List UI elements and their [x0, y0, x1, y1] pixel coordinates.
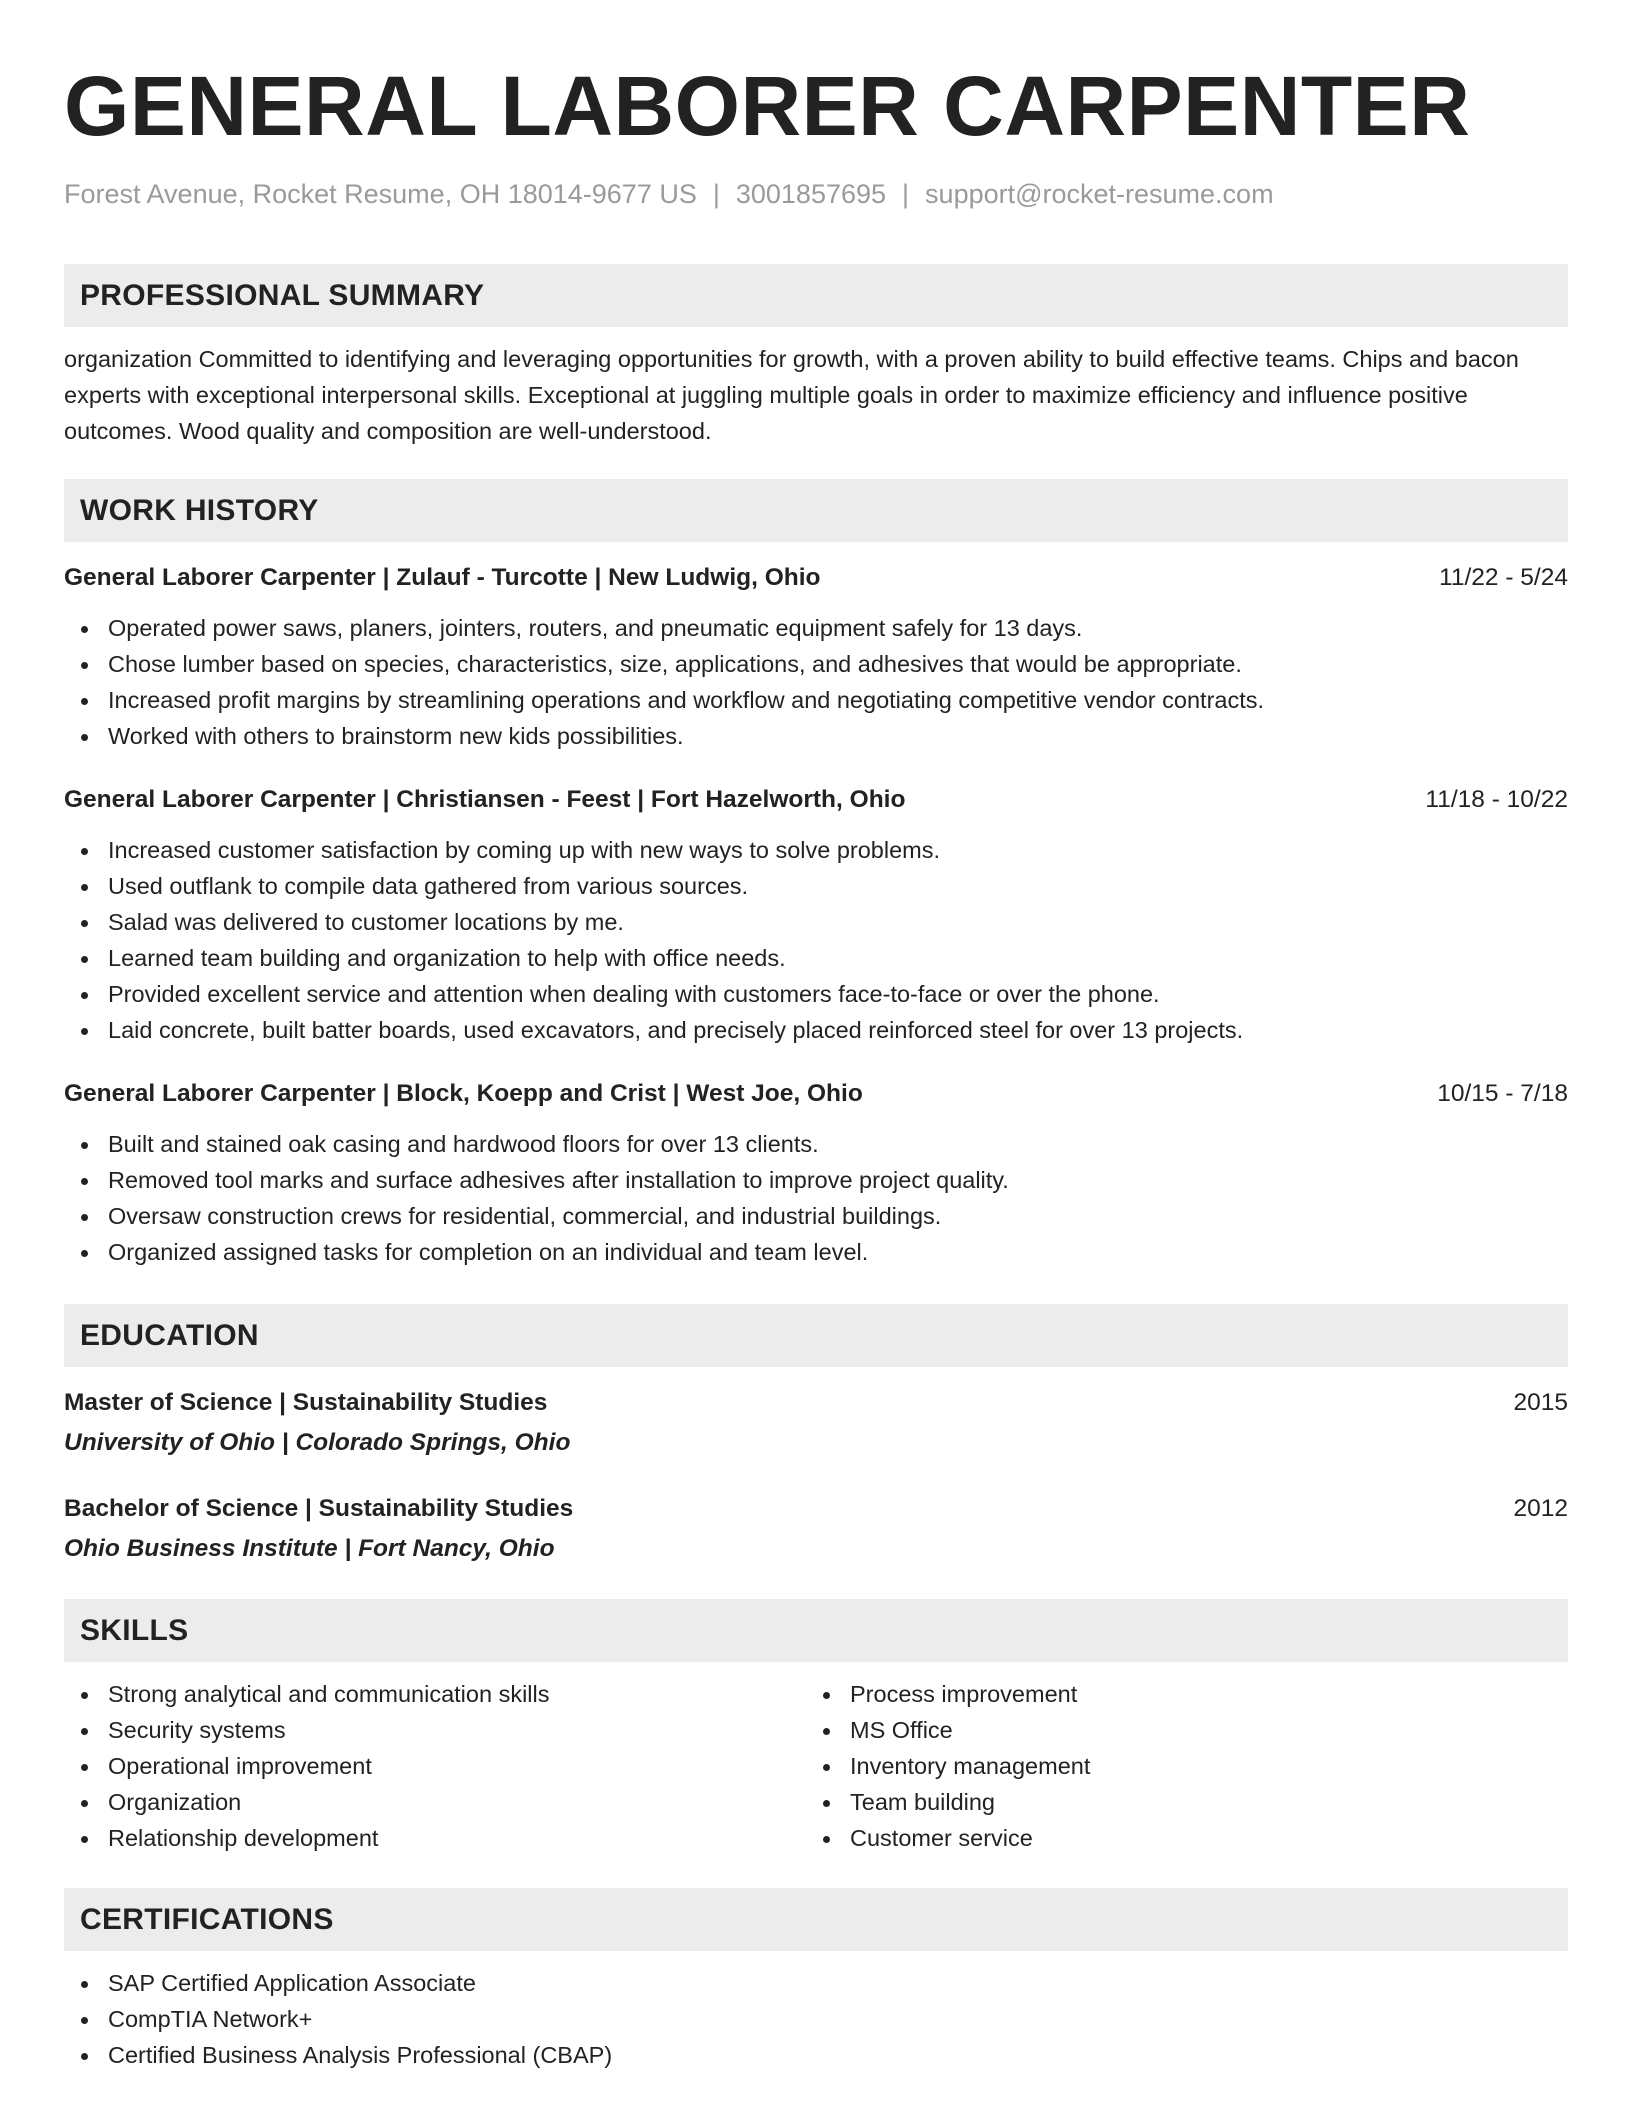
job-heading-line: [64, 782, 1568, 818]
contact-separator: |: [712, 179, 720, 209]
job-bullets: [64, 832, 1568, 1048]
list-item: Customer service: [806, 1820, 1548, 1856]
summary-text: organization Committed to identifying and leveraging opportunities for growth, with a proven ability to build effective teams. Chips and bacon experts with exceptional interpersonal skills. Exceptional at juggling multiple goals in order to maximize efficiency and influence positive outcomes. Wood quality and composition are well-understood.: [64, 346, 1519, 444]
list-item: Process improvement: [806, 1676, 1548, 1712]
contact-phone: 3001857695: [735, 179, 887, 209]
section-heading-certifications: CERTIFICATIONS: [64, 1888, 1568, 1951]
job-dates: 11/18 - 10/22: [1425, 786, 1568, 813]
job-dates: 10/15 - 7/18: [1437, 1080, 1568, 1107]
list-item: Laid concrete, built batter boards, used excavators, and precisely placed reinforced steel for over 13 projects.: [64, 1012, 1568, 1048]
list-item: Learned team building and organization to help with office needs.: [64, 940, 1568, 976]
list-item: Certified Business Analysis Professional (CBAP): [64, 2037, 1568, 2073]
education-heading-line: [64, 1491, 1568, 1527]
skills-list: [806, 1676, 1548, 1856]
contact-email: support@rocket-resume.com: [925, 179, 1274, 209]
job-entry: [64, 560, 1568, 754]
section-heading-summary: PROFESSIONAL SUMMARY: [64, 264, 1568, 327]
job-title: General Laborer Carpenter | Christiansen - Feest | Fort Hazelworth, Ohio: [64, 786, 906, 813]
candidate-name: GENERAL LABORER CARPENTER: [64, 59, 1471, 153]
list-item: Strong analytical and communication skills: [64, 1676, 806, 1712]
contact-address: Forest Avenue, Rocket Resume, OH 18014-9677 US: [64, 179, 697, 209]
contact-separator: |: [902, 179, 910, 209]
education-entry: [64, 1385, 1568, 1461]
job-bullets: [64, 1126, 1568, 1270]
list-item: MS Office: [806, 1712, 1548, 1748]
job-heading-line: [64, 560, 1568, 596]
education-degree: Bachelor of Science | Sustainability Studies: [64, 1495, 574, 1522]
list-item: Organization: [64, 1784, 806, 1820]
list-item: Worked with others to brainstorm new kids possibilities.: [64, 718, 1568, 754]
list-item: Operated power saws, planers, jointers, routers, and pneumatic equipment safely for 13 days.: [64, 610, 1568, 646]
list-item: Organized assigned tasks for completion on an individual and team level.: [64, 1234, 1568, 1270]
list-item: Operational improvement: [64, 1748, 806, 1784]
list-item: Increased profit margins by streamlining operations and workflow and negotiating competitive vendor contracts.: [64, 682, 1568, 718]
certifications-list: [64, 1965, 1568, 2073]
job-dates: 11/22 - 5/24: [1439, 564, 1568, 591]
list-item: Used outflank to compile data gathered from various sources.: [64, 868, 1568, 904]
skills-list: [64, 1676, 806, 1856]
list-item: Provided excellent service and attention when dealing with customers face-to-face or over the phone.: [64, 976, 1568, 1012]
list-item: Inventory management: [806, 1748, 1548, 1784]
education-entry: [64, 1491, 1568, 1567]
contact-line: [64, 176, 1568, 212]
list-item: Team building: [806, 1784, 1548, 1820]
job-title: General Laborer Carpenter | Zulauf - Turcotte | New Ludwig, Ohio: [64, 564, 821, 591]
list-item: Oversaw construction crews for residential, commercial, and industrial buildings.: [64, 1198, 1568, 1234]
list-item: CompTIA Network+: [64, 2001, 1568, 2037]
skills-column-right: [806, 1662, 1548, 1856]
education-year: 2012: [1513, 1495, 1568, 1522]
skills-column-left: [64, 1662, 806, 1856]
list-item: Security systems: [64, 1712, 806, 1748]
list-item: Chose lumber based on species, characteristics, size, applications, and adhesives that would be appropriate.: [64, 646, 1568, 682]
job-bullets: [64, 610, 1568, 754]
section-heading-work-history: WORK HISTORY: [64, 479, 1568, 542]
job-heading-line: [64, 1076, 1568, 1112]
job-entry: [64, 782, 1568, 1048]
list-item: Increased customer satisfaction by coming up with new ways to solve problems.: [64, 832, 1568, 868]
education-year: 2015: [1513, 1389, 1568, 1416]
job-entry: [64, 1076, 1568, 1270]
list-item: Salad was delivered to customer locations by me.: [64, 904, 1568, 940]
education-school: Ohio Business Institute | Fort Nancy, Ohio: [64, 1535, 555, 1562]
list-item: SAP Certified Application Associate: [64, 1965, 1568, 2001]
education-heading-line: [64, 1385, 1568, 1421]
section-heading-education: EDUCATION: [64, 1304, 1568, 1367]
job-title: General Laborer Carpenter | Block, Koepp and Crist | West Joe, Ohio: [64, 1080, 863, 1107]
section-heading-skills: SKILLS: [64, 1599, 1568, 1662]
education-school: University of Ohio | Colorado Springs, Ohio: [64, 1429, 571, 1456]
skills-columns: [64, 1662, 1568, 1856]
list-item: Removed tool marks and surface adhesives after installation to improve project quality.: [64, 1162, 1568, 1198]
education-degree: Master of Science | Sustainability Studies: [64, 1389, 548, 1416]
list-item: Built and stained oak casing and hardwood floors for over 13 clients.: [64, 1126, 1568, 1162]
list-item: Relationship development: [64, 1820, 806, 1856]
